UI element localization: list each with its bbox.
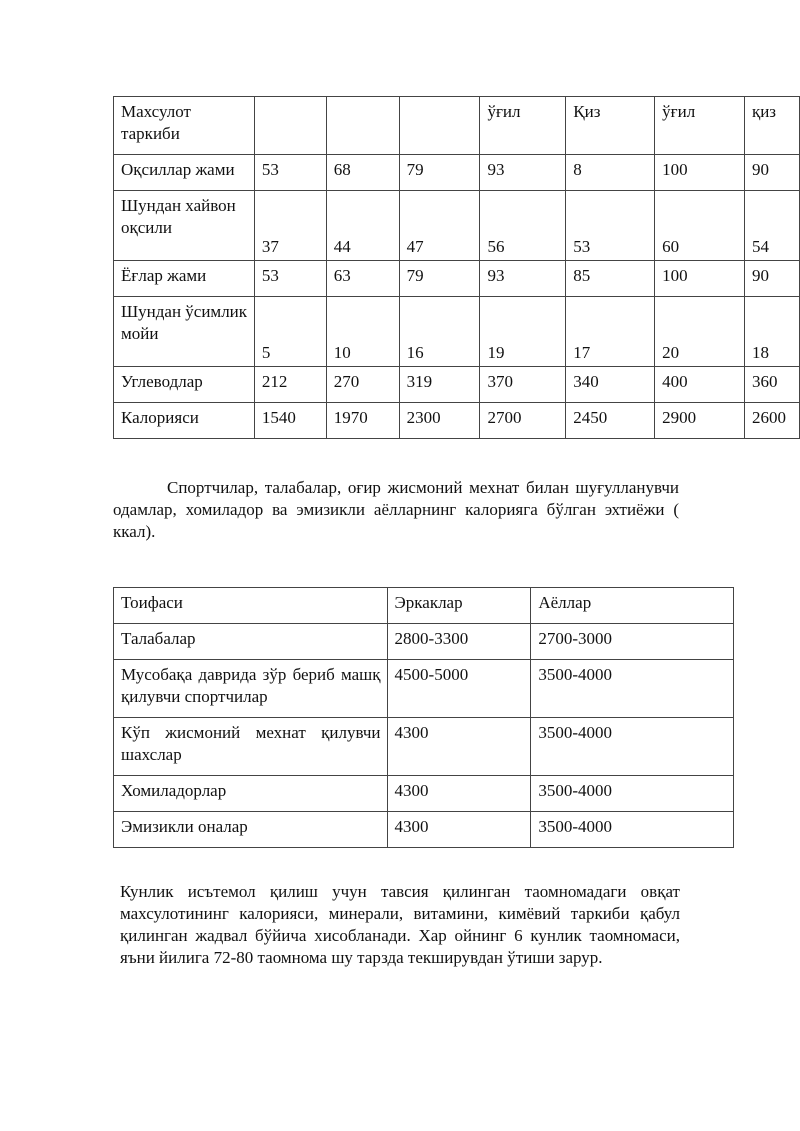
table-cell: 2800-3300 bbox=[387, 624, 531, 660]
header-cell: Тоифаси bbox=[114, 588, 388, 624]
table-cell: 54 bbox=[744, 191, 799, 261]
row-label: Шундан хайвон оқсили bbox=[114, 191, 255, 261]
row-label: Калорияси bbox=[114, 403, 255, 439]
header-cell bbox=[399, 97, 480, 155]
table-cell: 3500-4000 bbox=[531, 812, 734, 848]
table-row bbox=[114, 367, 800, 403]
table-cell: 18 bbox=[744, 297, 799, 367]
header-cell bbox=[254, 97, 326, 155]
table-cell: 100 bbox=[655, 261, 745, 297]
table-cell: 3500-4000 bbox=[531, 776, 734, 812]
header-cell: ўғил bbox=[480, 97, 566, 155]
header-cell: Аёллар bbox=[531, 588, 734, 624]
table-cell: 2600 bbox=[744, 403, 799, 439]
row-label: Хомиладорлар bbox=[114, 776, 388, 812]
table-cell: 53 bbox=[254, 261, 326, 297]
calorie-needs-table bbox=[113, 587, 734, 848]
table-header-row bbox=[114, 588, 734, 624]
table-cell: 53 bbox=[566, 191, 655, 261]
table-cell: 212 bbox=[254, 367, 326, 403]
table-cell: 8 bbox=[566, 155, 655, 191]
row-label: Эмизикли оналар bbox=[114, 812, 388, 848]
table-cell: 63 bbox=[326, 261, 399, 297]
table-cell: 10 bbox=[326, 297, 399, 367]
table-cell: 20 bbox=[655, 297, 745, 367]
table-cell: 53 bbox=[254, 155, 326, 191]
table-row bbox=[114, 718, 734, 776]
menu-paragraph: Кунлик исътемол қилиш учун тавсия қилинган таомномадаги овқат махсулотининг калорияси, минерали, витамини, кимёвий таркиби қабул қилинган жадвал бўйича хисобланади. Хар ойнинг 6 кунлик таомномаси, яъни йилига 72-80 таомнома шу тарзда текширувдан ўтиши зарур. bbox=[120, 882, 680, 967]
table-cell: 3500-4000 bbox=[531, 660, 734, 718]
table-cell: 1970 bbox=[326, 403, 399, 439]
row-label: Талабалар bbox=[114, 624, 388, 660]
table-cell: 319 bbox=[399, 367, 480, 403]
table-cell: 17 bbox=[566, 297, 655, 367]
table-row bbox=[114, 624, 734, 660]
table-cell: 16 bbox=[399, 297, 480, 367]
table-row bbox=[114, 403, 800, 439]
table-row bbox=[114, 812, 734, 848]
table-row bbox=[114, 155, 800, 191]
table-cell: 93 bbox=[480, 155, 566, 191]
table-cell: 2700-3000 bbox=[531, 624, 734, 660]
table-cell: 4300 bbox=[387, 718, 531, 776]
row-label: Углеводлар bbox=[114, 367, 255, 403]
table-cell: 4300 bbox=[387, 812, 531, 848]
table-cell: 85 bbox=[566, 261, 655, 297]
header-cell: ўғил bbox=[655, 97, 745, 155]
table-row bbox=[114, 297, 800, 367]
table-cell: 47 bbox=[399, 191, 480, 261]
table-cell: 100 bbox=[655, 155, 745, 191]
table-cell: 90 bbox=[744, 261, 799, 297]
table-cell: 37 bbox=[254, 191, 326, 261]
table-cell: 68 bbox=[326, 155, 399, 191]
table-cell: 3500-4000 bbox=[531, 718, 734, 776]
table-cell: 4500-5000 bbox=[387, 660, 531, 718]
header-cell: қиз bbox=[744, 97, 799, 155]
header-cell: Қиз bbox=[566, 97, 655, 155]
table-cell: 44 bbox=[326, 191, 399, 261]
table-cell: 79 bbox=[399, 155, 480, 191]
table-cell: 79 bbox=[399, 261, 480, 297]
table-cell: 19 bbox=[480, 297, 566, 367]
table-cell: 4300 bbox=[387, 776, 531, 812]
header-cell bbox=[326, 97, 399, 155]
nutrition-table bbox=[113, 96, 800, 439]
calorie-needs-paragraph: Спортчилар, талабалар, оғир жисмоний мехнат билан шуғулланувчи одамлар, хомиладор ва эмизикли аёлларнинг калорияга бўлган эхтиёжи ( ккал). bbox=[113, 478, 679, 541]
table-cell: 270 bbox=[326, 367, 399, 403]
table-cell: 360 bbox=[744, 367, 799, 403]
table-row bbox=[114, 191, 800, 261]
table-row bbox=[114, 261, 800, 297]
row-label: Кўп жисмоний мехнат қилувчи шахслар bbox=[114, 718, 388, 776]
row-label: Мусобақа даврида зўр бериб машқ қилувчи спортчилар bbox=[114, 660, 388, 718]
row-label: Ёғлар жами bbox=[114, 261, 255, 297]
row-label: Шундан ўсимлик мойи bbox=[114, 297, 255, 367]
table-row bbox=[114, 660, 734, 718]
table-cell: 1540 bbox=[254, 403, 326, 439]
table-cell: 5 bbox=[254, 297, 326, 367]
table-cell: 2900 bbox=[655, 403, 745, 439]
table-cell: 2300 bbox=[399, 403, 480, 439]
header-cell: Махсулот таркиби bbox=[114, 97, 255, 155]
table-cell: 370 bbox=[480, 367, 566, 403]
table-cell: 90 bbox=[744, 155, 799, 191]
table-cell: 2700 bbox=[480, 403, 566, 439]
table-cell: 2450 bbox=[566, 403, 655, 439]
table-header-row bbox=[114, 97, 800, 155]
row-label: Оқсиллар жами bbox=[114, 155, 255, 191]
table-cell: 56 bbox=[480, 191, 566, 261]
table-cell: 93 bbox=[480, 261, 566, 297]
table-row bbox=[114, 776, 734, 812]
table-cell: 60 bbox=[655, 191, 745, 261]
header-cell: Эркаклар bbox=[387, 588, 531, 624]
table-cell: 400 bbox=[655, 367, 745, 403]
table-cell: 340 bbox=[566, 367, 655, 403]
